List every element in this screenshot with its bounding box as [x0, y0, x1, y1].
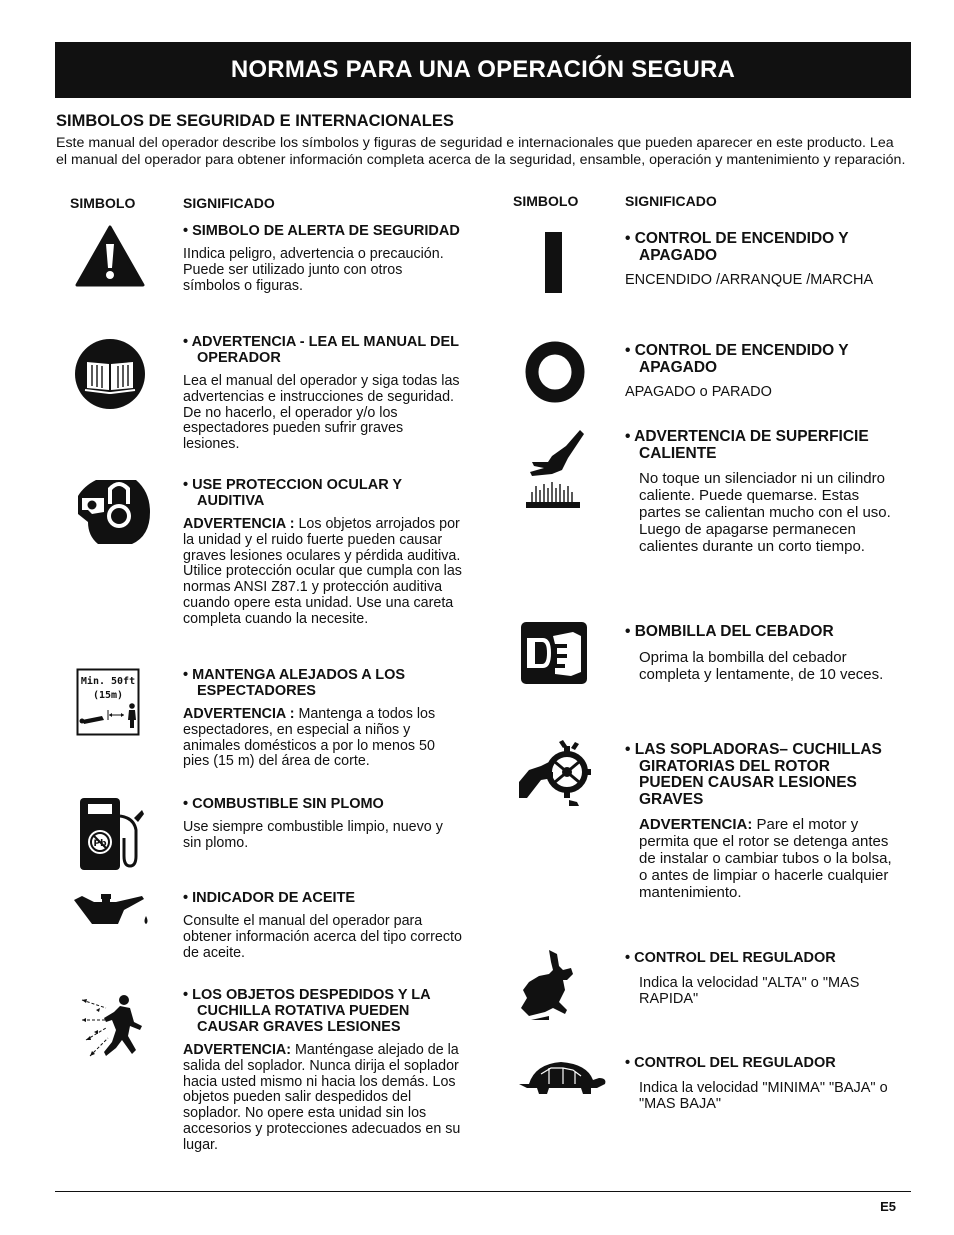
- entry-title: • CONTROL DEL REGULADOR: [625, 1055, 836, 1071]
- entry-hot-surface: [625, 429, 897, 555]
- entry-description: Consulte el manual del operador para obtener información acerca del tipo correcto de aceite.: [183, 913, 462, 961]
- safety-alert-icon: [74, 224, 146, 288]
- warning-text: Manténgase alejado de la salida del soplador. Nunca dirija el soplador hacia usted mismo ni hacia los demás. Los objetos pueden salir despedidos del soplador. No opere esta unidad sin los accesorios y protecciones adecuados en su lugar.: [183, 1042, 461, 1153]
- on-switch-icon: [544, 232, 564, 294]
- entry-description: [625, 816, 897, 901]
- eye-ear-protection-icon: [74, 474, 154, 546]
- entry-title: • LOS OBJETOS DESPEDIDOS Y LA CUCHILLA ROTATIVA PUEDEN CAUSAR GRAVES LESIONES: [183, 987, 431, 1035]
- entry-title: • CONTROL DEL REGULADOR: [625, 950, 836, 966]
- page-number: E5: [880, 1199, 896, 1214]
- left-meaning-header: SIGNIFICADO: [183, 195, 275, 211]
- entry-description: [183, 517, 463, 628]
- warning-lead: ADVERTENCIA:: [639, 816, 753, 833]
- entry-throttle-fast: [625, 950, 897, 1007]
- entry-oil-indicator: [183, 890, 463, 961]
- entry-title: • SIMBOLO DE ALERTA DE SEGURIDAD: [183, 223, 460, 239]
- warning-text: Los objetos arrojados por la unidad y el ruido fuerte pueden causar graves lesiones oculares y pérdida auditiva. Utilice protección ocular que cumpla con las normas ANSI Z87.1 y protección auditiva cuando opere esta unidad. Use una careta completa cuando la necesite.: [183, 516, 462, 627]
- entry-title: • CONTROL DE ENCENDIDO Y APAGADO: [625, 230, 849, 264]
- page-title: NORMAS PARA UNA OPERACIÓN SEGURA: [230, 56, 736, 83]
- entry-description: ENCENDIDO /ARRANQUE /MARCHA: [625, 272, 874, 288]
- warning-lead: ADVERTENCIA :: [183, 516, 295, 532]
- rotating-blades-icon: [519, 740, 591, 806]
- turtle-slow-icon: [519, 1060, 607, 1100]
- entry-description: Lea el manual del operador y siga todas las advertencias e instrucciones de seguridad. De no hacerlo, el operador y/o los espectadores pueden sufrir graves lesiones.: [183, 373, 460, 453]
- right-symbol-header: SIMBOLO: [513, 193, 579, 209]
- entry-title: • ADVERTENCIA DE SUPERFICIE CALIENTE: [625, 428, 869, 462]
- hot-surface-icon: [522, 428, 584, 510]
- entry-description: Indica la velocidad "MINIMA" "BAJA" o "MAS BAJA": [639, 1079, 888, 1112]
- section-heading: SIMBOLOS DE SEGURIDAD E INTERNACIONALES: [56, 112, 454, 130]
- entry-title: • INDICADOR DE ACEITE: [183, 890, 356, 906]
- entry-title: • ADVERTENCIA - LEA EL MANUAL DEL OPERADOR: [183, 334, 459, 366]
- entry-description: APAGADO o PARADO: [625, 384, 772, 400]
- operator-manual-icon: [74, 338, 146, 410]
- entry-throttle-slow: [625, 1055, 897, 1112]
- entry-read-manual: [183, 334, 463, 453]
- oil-can-icon: [72, 890, 152, 936]
- svg-text:Pb: Pb: [93, 839, 107, 849]
- rabbit-fast-icon: [519, 950, 575, 1022]
- entry-title: • LAS SOPLADORAS– CUCHILLAS GIRATORIAS DEL ROTOR PUEDEN CAUSAR LESIONES GRAVES: [625, 741, 882, 808]
- warning-text: Mantenga a todos los espectadores, en especial a niños y animales domésticos a por lo menos 50 pies (15 m) del área de corte.: [183, 706, 436, 770]
- thrown-objects-icon: [76, 990, 148, 1062]
- bystander-sign-distance: Min. 50ft: [80, 676, 136, 687]
- entry-on-switch: [625, 231, 895, 289]
- off-switch-icon: [524, 340, 586, 404]
- warning-text: Pare el motor y permita que el rotor se detenga antes de instalar o cambiar tubos o la bolsa, o antes de limpiar o hacerle cualquier mantenimiento.: [639, 816, 892, 901]
- entry-title: • USE PROTECCION OCULAR Y AUDITIVA: [183, 477, 402, 509]
- entry-rotating-blades: [625, 742, 897, 901]
- unleaded-fuel-icon: [76, 796, 148, 872]
- entry-title: • BOMBILLA DEL CEBADOR: [625, 623, 834, 640]
- entry-description: Oprima la bombilla del cebador completa y lentamente, de 10 veces.: [639, 648, 884, 683]
- keep-bystanders-away-icon: [76, 668, 140, 736]
- warning-lead: ADVERTENCIA:: [183, 1042, 292, 1058]
- entry-description: Indica la velocidad "ALTA" o "MAS RAPIDA": [639, 974, 860, 1007]
- entry-safety-alert: [183, 223, 463, 294]
- primer-bulb-icon: [521, 622, 587, 684]
- footer-divider: [55, 1191, 911, 1192]
- right-meaning-header: SIGNIFICADO: [625, 193, 717, 209]
- entry-off-switch: [625, 343, 895, 401]
- entry-thrown-objects: [183, 987, 465, 1154]
- entry-description: No toque un silenciador ni un cilindro caliente. Puede quemarse. Estas partes se calientan mucho con el uso. Luego de apagarse permanecen calientes durante un corto tiempo.: [639, 470, 891, 555]
- entry-unleaded-fuel: [183, 796, 463, 852]
- entry-primer-bulb: [625, 624, 897, 683]
- page-title-banner: [55, 42, 911, 98]
- entry-title: • COMBUSTIBLE SIN PLOMO: [183, 796, 384, 812]
- entry-description: Use siempre combustible limpio, nuevo y sin plomo.: [183, 819, 443, 851]
- left-symbol-header: SIMBOLO: [70, 195, 136, 211]
- entry-title: • CONTROL DE ENCENDIDO Y APAGADO: [625, 342, 849, 376]
- bystander-sign-metric: (15m): [92, 690, 124, 701]
- entry-description: [183, 1043, 465, 1154]
- entry-description: IIndica peligro, advertencia o precaución. Puede ser utilizado junto con otros símbolos o figuras.: [183, 246, 444, 294]
- entry-title: • MANTENGA ALEJADOS A LOS ESPECTADORES: [183, 667, 406, 699]
- entry-description: [183, 707, 463, 770]
- entry-keep-bystanders-away: [183, 667, 463, 770]
- section-intro: Este manual del operador describe los símbolos y figuras de seguridad e internacionales que pueden aparecer en este producto. Lea el manual del operador para obtener información completa acerca de la seguridad, ensamble, operación y mantenimiento y reparación.: [56, 135, 906, 168]
- warning-lead: ADVERTENCIA :: [183, 706, 295, 722]
- entry-eye-ear-protection: [183, 477, 463, 628]
